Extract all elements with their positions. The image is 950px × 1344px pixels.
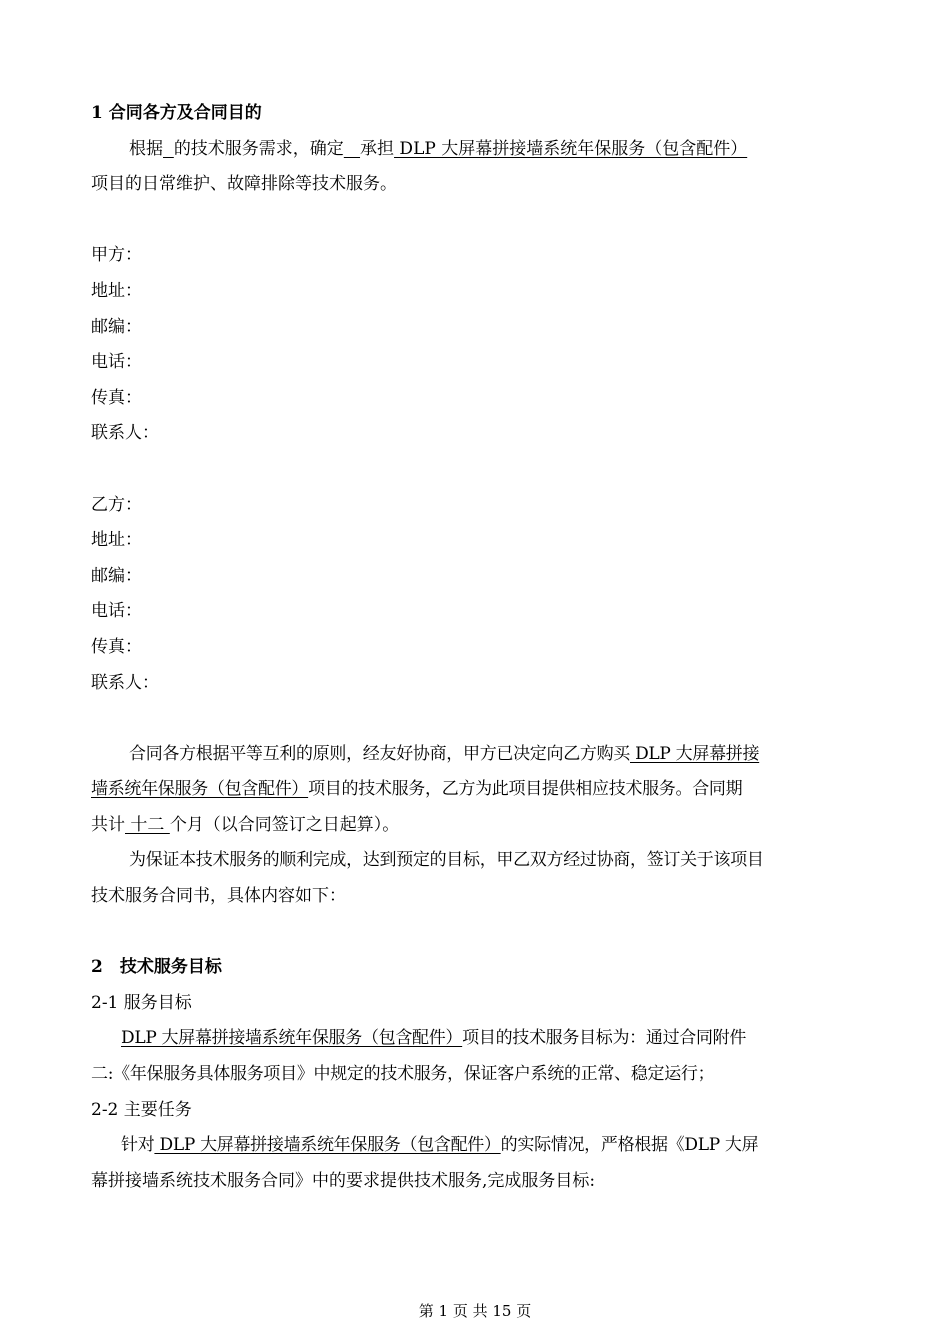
subsection-2-1-line-2: 二:《年保服务具体服务项目》中规定的技术服务，保证客户系统的正常、稳定运行； [91, 1064, 715, 1085]
section-1-heading: 1 合同各方及合同目的 [91, 103, 262, 123]
subsection-2-1-line-1 [91, 1021, 861, 1057]
page-footer: 第 1 页 共 15 页 [418, 1302, 532, 1320]
party-a-postcode: 邮编： [91, 316, 142, 337]
agreement-project-a: DLP 大屏幕拼接 [630, 743, 760, 764]
party-a-contact: 联系人： [91, 423, 159, 444]
subsection-2-1-title: 2-1 服务目标 [91, 992, 192, 1013]
intro-blank-2 [344, 139, 360, 159]
agreement-text-e: 共计 [91, 814, 125, 835]
agreement-para-line-3 [91, 808, 861, 844]
intro-blank-1 [163, 139, 174, 159]
document-body [91, 96, 861, 1199]
contract-duration: 十二 [125, 814, 170, 835]
section-1-intro-line-1 [91, 132, 861, 168]
party-a-phone: 电话： [91, 352, 142, 373]
party-a-fax: 传真： [91, 387, 142, 408]
party-b-phone: 电话： [91, 601, 142, 622]
section-1-intro-line-2: 项目的日常维护、故障排除等技术服务。 [91, 174, 397, 195]
intro-project-name: DLP 大屏幕拼接墙系统年保服务（包含配件） [394, 138, 748, 159]
agreement-para-line-2 [91, 772, 861, 808]
service-goal-project: DLP 大屏幕拼接墙系统年保服务（包含配件） [121, 1028, 463, 1049]
party-b-label: 乙方： [91, 494, 142, 515]
agreement-text-d: 项目的技术服务，乙方为此项目提供相应技术服务。合同期 [308, 779, 743, 800]
agreement-para-line-1 [91, 737, 861, 773]
agreement-text-g: 个月（以合同签订之日起算）。 [169, 814, 400, 835]
subsection-2-2-line-2: 幕拼接墙系统技术服务合同》中的要求提供技术服务,完成服务目标: [91, 1170, 596, 1191]
party-a-label: 甲方： [91, 245, 142, 266]
main-task-project: DLP 大屏幕拼接墙系统年保服务（包含配件） [154, 1135, 501, 1156]
subsection-2-2-line-1 [91, 1128, 861, 1164]
main-task-text-b: 的实际情况，严格根据《DLP 大屏 [500, 1135, 759, 1156]
intro-text-3: 承担 [360, 138, 395, 159]
party-a-address: 地址： [91, 280, 142, 301]
agreement-project-b: 墙系统年保服务（包含配件） [91, 779, 309, 800]
intro-text-2: 的技术服务需求，确定 [173, 138, 344, 159]
party-b-contact: 联系人： [91, 672, 159, 693]
service-goal-text-a: 项目的技术服务目标为：通过合同附件 [462, 1028, 747, 1049]
party-b-fax: 传真： [91, 636, 142, 657]
main-task-text-a: 针对 [121, 1135, 155, 1156]
purpose-para-line-2: 技术服务合同书，具体内容如下： [91, 886, 346, 907]
agreement-text-a: 合同各方根据平等互利的原则，经友好协商，甲方已决定向乙方购买 [129, 743, 630, 764]
subsection-2-2-title: 2-2 主要任务 [91, 1099, 192, 1120]
party-b-postcode: 邮编： [91, 565, 142, 586]
intro-text-1: 根据 [129, 138, 163, 159]
party-b-address: 地址： [91, 530, 142, 551]
section-2-heading: 2 技术服务目标 [91, 957, 222, 978]
purpose-para-line-1: 为保证本技术服务的顺利完成，达到预定的目标，甲乙双方经过协商，签订关于该项目 [129, 850, 764, 871]
